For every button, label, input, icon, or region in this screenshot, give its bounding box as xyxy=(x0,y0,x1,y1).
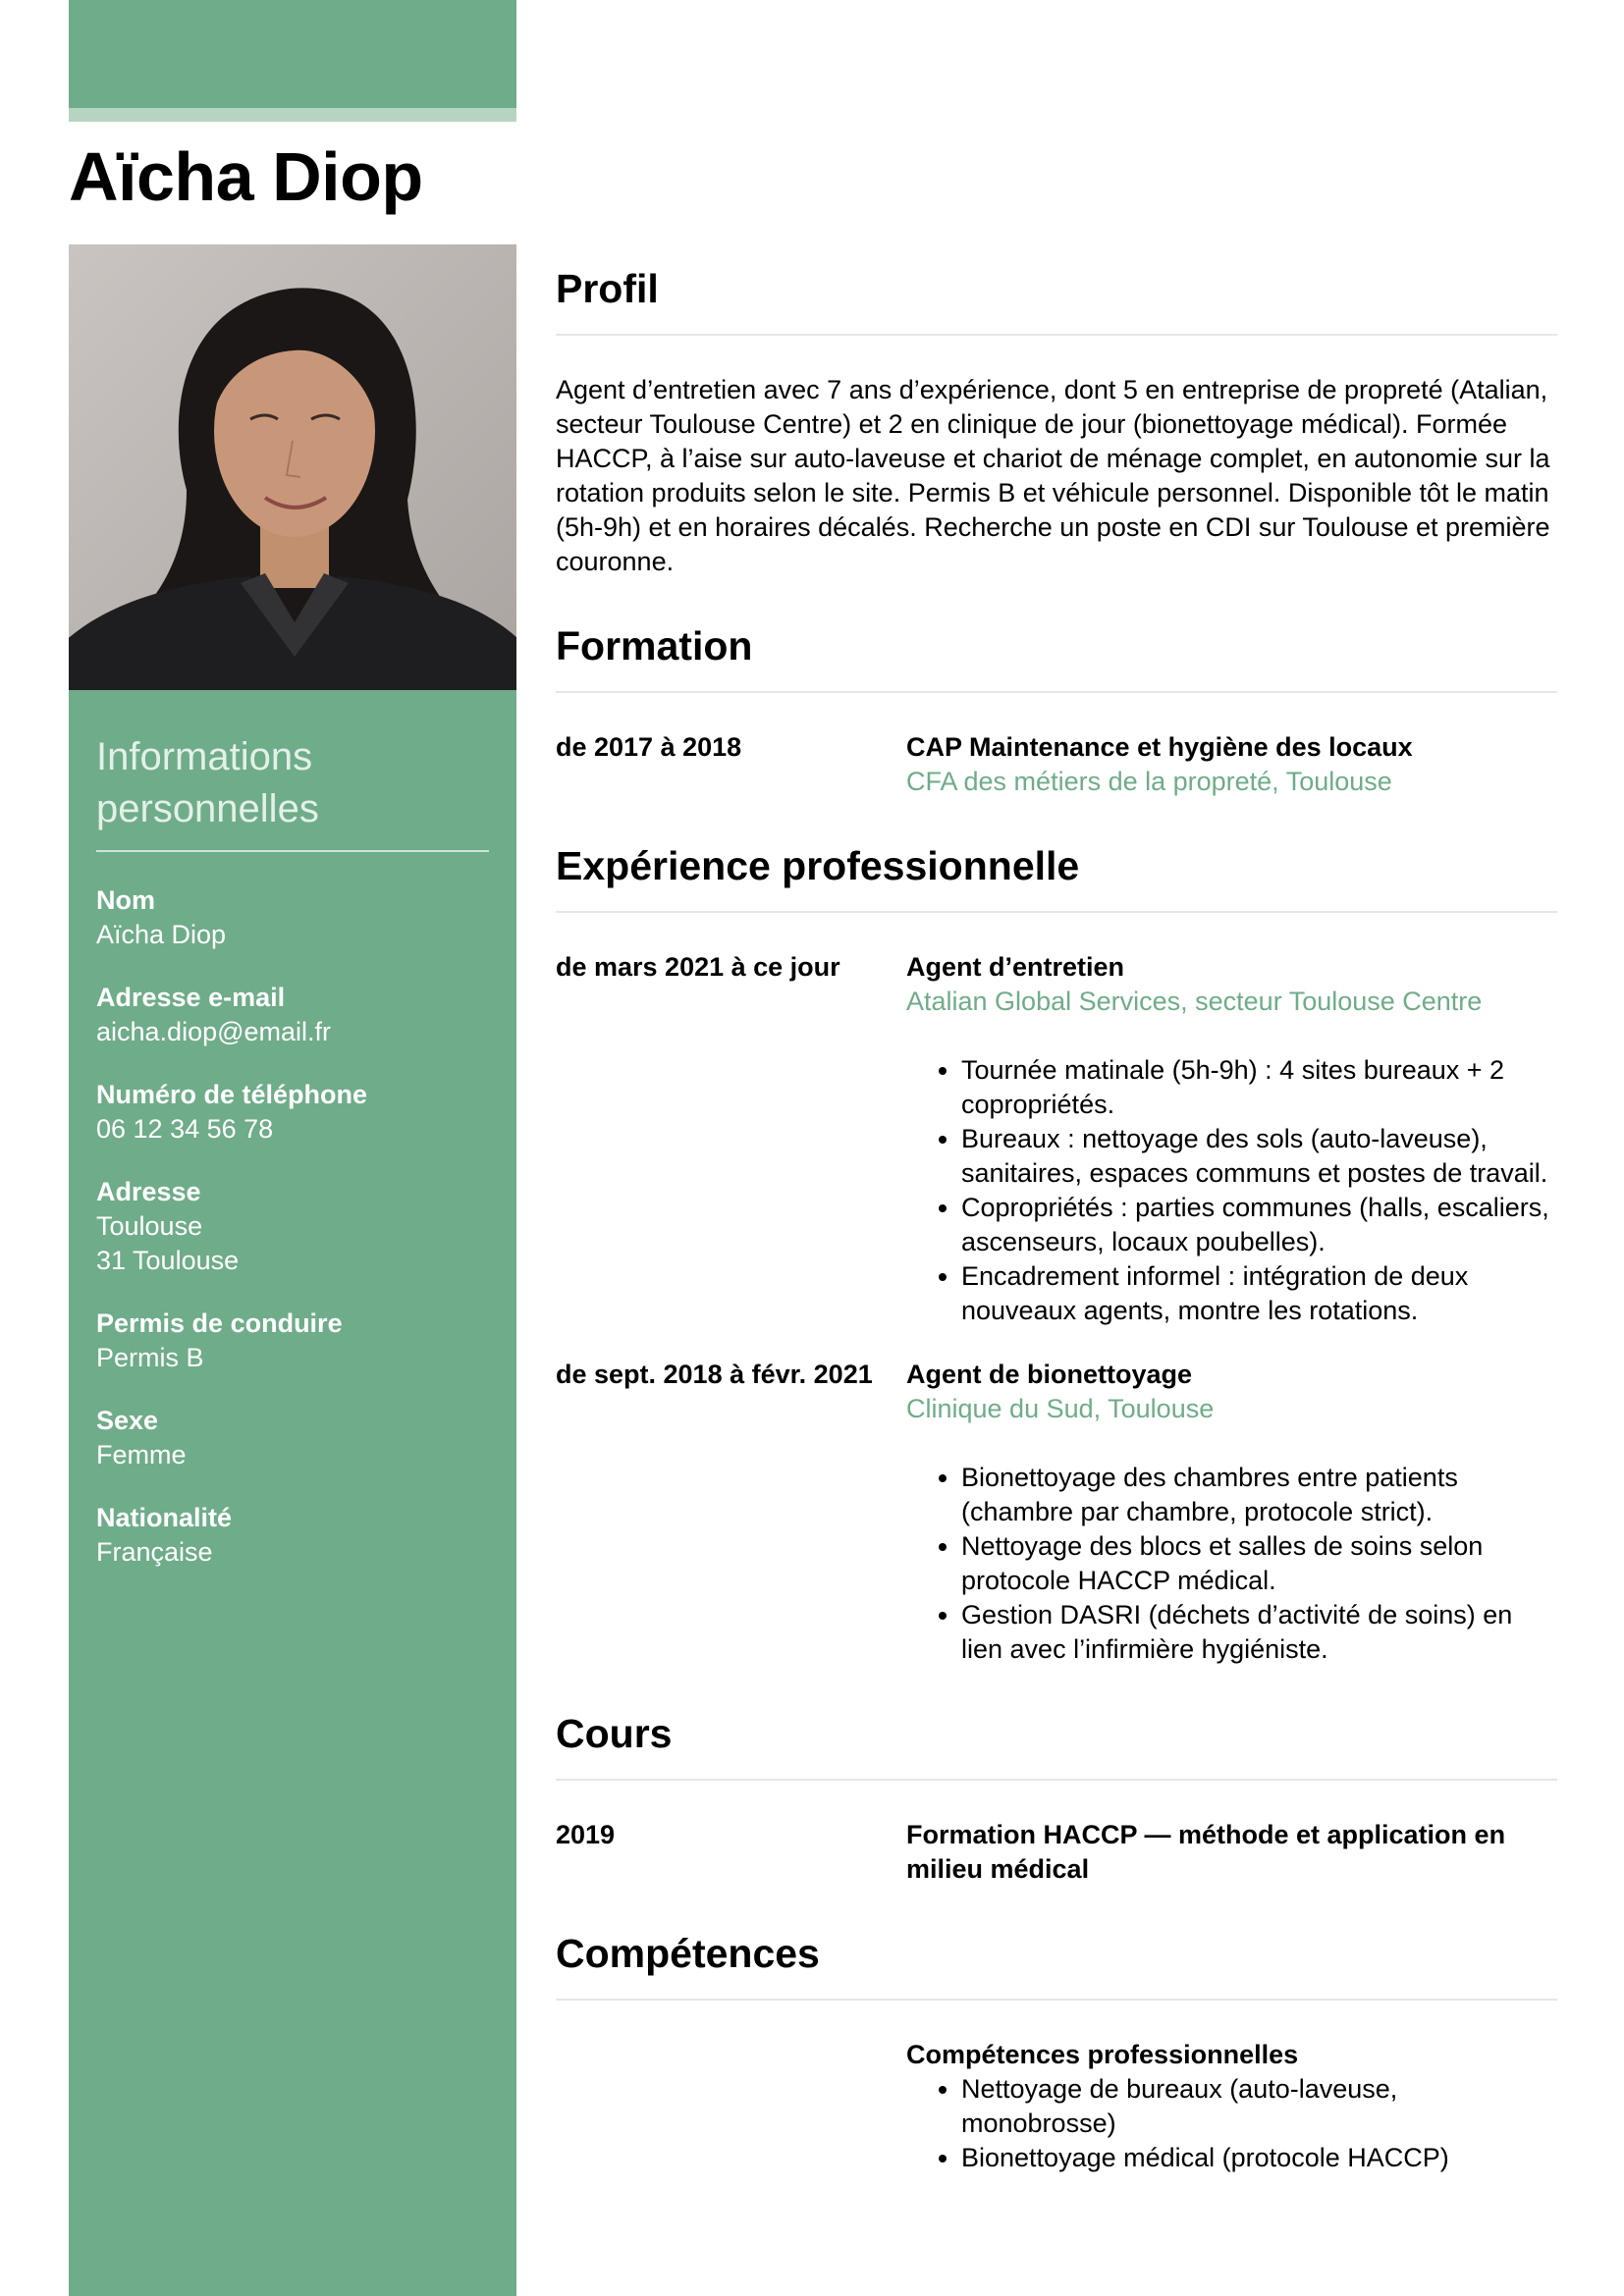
info-value: 06 12 34 56 78 xyxy=(96,1114,274,1144)
entry-date: de 2017 à 2018 xyxy=(556,732,742,762)
experience-entry xyxy=(556,950,1557,1328)
course-entry xyxy=(556,1818,1557,1887)
list-item: • Encadrement informel : intégration de deux nouveaux agents, montre les rotations. xyxy=(961,1259,1557,1328)
info-label: Sexe xyxy=(96,1406,159,1435)
list-item: • Bionettoyage médical (protocole HACCP) xyxy=(961,2141,1557,2175)
list-item: • Nettoyage de bureaux (auto-laveuse, monobrosse) xyxy=(961,2072,1557,2141)
education-section xyxy=(556,618,1557,799)
entry-date: de sept. 2018 à févr. 2021 xyxy=(556,1360,873,1389)
list-item: • Tournée matinale (5h-9h) : 4 sites bureaux + 2 copropriétés. xyxy=(961,1053,1557,1122)
personal-info-title: Informations personnelles xyxy=(96,735,319,830)
info-value: Permis B xyxy=(96,1343,204,1372)
section-title: Compétences xyxy=(556,1931,820,1976)
task-list xyxy=(906,1053,1557,1328)
info-address xyxy=(96,1175,489,1278)
profile-photo xyxy=(69,244,516,690)
sidebar-top-band xyxy=(69,0,516,108)
info-nationality xyxy=(96,1501,489,1570)
info-value: Française xyxy=(96,1537,213,1567)
list-item: • Copropriétés : parties communes (halls, escaliers, ascenseurs, locaux poubelles). xyxy=(961,1191,1557,1259)
info-driving-licence xyxy=(96,1307,489,1375)
profile-summary: Agent d’entretien avec 7 ans d’expérience, dont 5 en entreprise de propreté (Atalian, secteur Toulouse Centre) et 2 en clinique de jour (bionettoyage médical). Formée HACCP, à l’aise sur auto-laveuse et chariot de ménage complet, en autonomie sur la rotation produits selon le site. Permis B et véhicule personnel. Disponible tôt le matin (5h-9h) et en horaires décalés. Recherche un poste en CDI sur Toulouse et première couronne. xyxy=(556,375,1550,576)
skills-entry xyxy=(556,2038,1557,2175)
resume-main-column xyxy=(556,261,1557,2175)
skills-list xyxy=(906,2072,1557,2175)
section-title: Formation xyxy=(556,623,753,668)
experience-entry xyxy=(556,1358,1557,1667)
entry-title: CAP Maintenance et hygiène des locaux xyxy=(906,732,1413,762)
entry-body xyxy=(906,1818,1557,1887)
education-entry xyxy=(556,730,1557,799)
info-value: Femme xyxy=(96,1440,187,1469)
entry-title: Agent d’entretien xyxy=(906,952,1125,982)
info-value: 31 Toulouse xyxy=(96,1246,240,1275)
personal-info-divider xyxy=(96,850,489,852)
entry-body xyxy=(906,1358,1557,1667)
list-item: • Bionettoyage des chambres entre patients (chambre par chambre, protocole strict). xyxy=(961,1461,1557,1529)
info-label: Nationalité xyxy=(96,1503,233,1532)
section-divider xyxy=(556,1779,1557,1781)
info-name xyxy=(96,883,489,952)
info-label: Adresse xyxy=(96,1177,201,1206)
info-value: Aïcha Diop xyxy=(96,920,227,949)
entry-date-spacer xyxy=(556,2038,906,2175)
section-divider xyxy=(556,911,1557,913)
entry-title: Agent de bionettoyage xyxy=(906,1360,1193,1389)
section-title: Cours xyxy=(556,1711,673,1756)
entry-date: de mars 2021 à ce jour xyxy=(556,952,840,982)
sidebar-top-stripe xyxy=(69,108,516,122)
entry-title: Formation HACCP — méthode et application en milieu médical xyxy=(906,1820,1506,1884)
entry-organization: Atalian Global Services, secteur Toulouse Centre xyxy=(906,987,1483,1016)
info-sex xyxy=(96,1404,489,1472)
list-item: • Nettoyage des blocs et salles de soins selon protocole HACCP médical. xyxy=(961,1529,1557,1598)
info-email xyxy=(96,981,489,1049)
info-value: aicha.diop@email.fr xyxy=(96,1017,332,1046)
section-divider xyxy=(556,1999,1557,2001)
entry-organization: CFA des métiers de la propreté, Toulouse xyxy=(906,767,1392,796)
info-label: Permis de conduire xyxy=(96,1308,343,1338)
section-title: Expérience professionnelle xyxy=(556,843,1080,888)
info-label: Numéro de téléphone xyxy=(96,1080,368,1109)
experience-section xyxy=(556,838,1557,1667)
info-label: Adresse e-mail xyxy=(96,983,286,1012)
info-value: Toulouse xyxy=(96,1211,203,1241)
section-title: Profil xyxy=(556,266,659,311)
entry-body xyxy=(906,730,1557,799)
entry-organization: Clinique du Sud, Toulouse xyxy=(906,1394,1215,1423)
skills-section xyxy=(556,1926,1557,2175)
entry-body xyxy=(906,950,1557,1328)
candidate-name: Aïcha Diop xyxy=(69,138,423,215)
skills-subtitle: Compétences professionnelles xyxy=(906,2040,1299,2069)
info-phone xyxy=(96,1078,489,1147)
task-list xyxy=(906,1461,1557,1667)
personal-info-panel xyxy=(69,690,516,2296)
info-label: Nom xyxy=(96,885,155,915)
entry-date: 2019 xyxy=(556,1820,616,1849)
section-divider xyxy=(556,691,1557,693)
list-item: • Gestion DASRI (déchets d’activité de soins) en lien avec l’infirmière hygiéniste. xyxy=(961,1598,1557,1667)
list-item: • Bureaux : nettoyage des sols (auto-laveuse), sanitaires, espaces communs et postes de travail. xyxy=(961,1122,1557,1191)
entry-body xyxy=(906,2038,1557,2175)
profile-section xyxy=(556,261,1557,579)
section-divider xyxy=(556,334,1557,336)
courses-section xyxy=(556,1706,1557,1887)
